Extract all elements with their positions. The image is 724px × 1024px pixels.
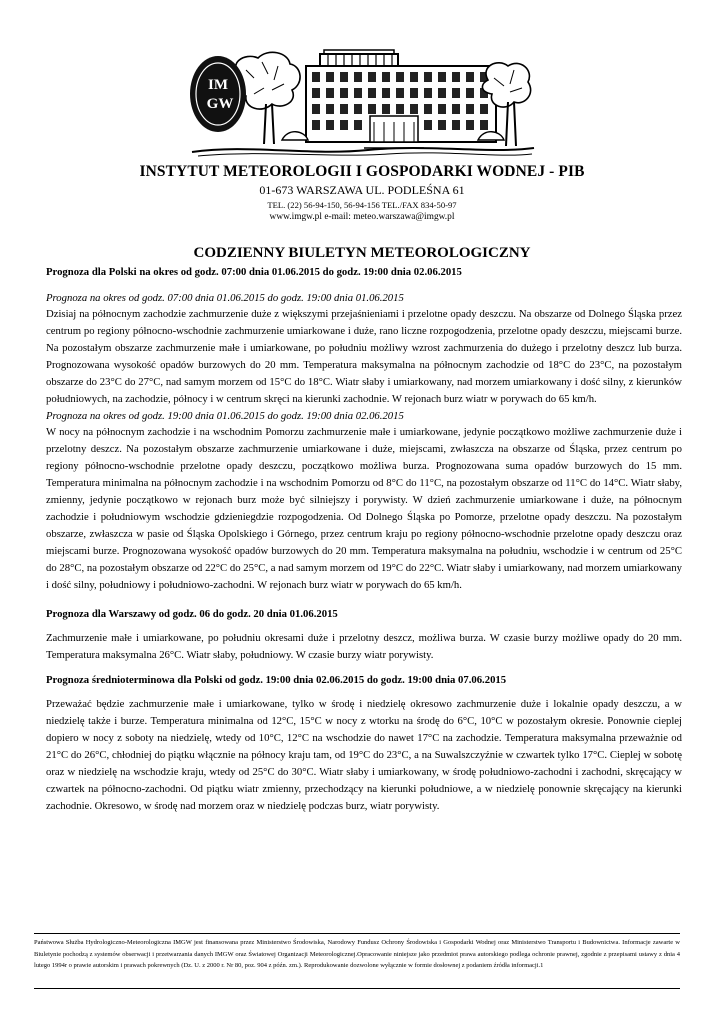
- institute-title: INSTYTUT METEOROLOGII I GOSPODARKI WODNEJ - PIB: [139, 163, 585, 180]
- footer-top-divider: [34, 933, 680, 934]
- building-illustration: [306, 50, 496, 148]
- institute-address: 01-673 WARSZAWA UL. PODLEŚNA 61: [259, 183, 465, 197]
- footer-disclaimer: Państwowa Służba Hydrologiczno-Meteorologiczna IMGW jest finansowana przez Ministerstwo Środowiska, Narodowy Fundusz Ochrony Środowiska i Gospodarki Wodnej oraz Ministerstwo Transportu i Budownictwa. Informacje zawarte w Biuletynie pochodzą z systemów obserwacji i przetwarzania danych IMGW oraz Światowej Organizacji Meteorologicznej.Opracowanie niniejsze jako przedmiot prawa autorskiego podlega ochronie prawnej, zgodnie z przepisami ustawy z dnia 4 lutego 1994r o prawie autorskim i prawach pokrewnych (Dz. U. z 2000 r. Nr 80, poz. 904 z późn. zm.). Reprodukowanie dozwolone wyłącznie w formie dosłownej z podaniem źródła informacji.1: [34, 939, 680, 969]
- warsaw-forecast-text: Zachmurzenie małe i umiarkowane, po południu okresami duże i przelotny deszcz, możliwa burza. W czasie burzy możliwe opady do 20 mm. Temperatura maksymalna 26°C. Wiatr słaby, południowy. W czasie burzy wiatr porywisty.: [46, 632, 682, 661]
- imgw-logo: [190, 56, 246, 132]
- footer-bottom-divider: [34, 988, 680, 989]
- poland-forecast-heading: Prognoza dla Polski na okres od godz. 07:00 dnia 01.06.2015 do godz. 19:00 dnia 02.06.2015: [46, 266, 462, 278]
- medium-term-forecast-text: Przeważać będzie zachmurzenie małe i umiarkowane, tylko w środę i niedzielę okresowo zachmurzenie duże i lokalnie opady deszczu, a w niedzielę także i burze. Temperatura minimalna od 12°C, 15°C w nocy z wtorku na środę do 6°C, 10°C w pozostałym okresie. Ponownie cieplej dopiero w nocy z soboty na niedzielę, wtedy od 10°C, 12°C na wschodzie do nawet 17°C na zachodzie. Temperatura maksymalna przeważnie od 21°C do 26°C, chłodniej do piątku włącznie na północy kraju tam, od 19°C do 23°C, a na Suwalszczyźnie w czwartek tylko 17°C. Cieplej w sobotę oraz w niedzielę na wschodzie kraju, wtedy od 25°C do 30°C. Wiatr słaby i umiarkowany, w środę południowo-zachodni i zachodni, skręcający w czwartek na północno-zachodni. Od piątku wiatr zmienny, przechodzący na kierunki południowe, a w niedzielę ponownie skręcający na kierunki zachodnie. Okresowo, w środę nad morzem oraz w niedzielę podczas burz, wiatr porywisty.: [46, 698, 682, 812]
- logo-text-top: IM: [208, 77, 228, 93]
- period-2-text: W nocy na północnym zachodzie i na wschodnim Pomorzu zachmurzenie małe i umiarkowane, jedynie początkowo możliwe zachmurzenie duże i przelotny deszcz. Na pozostałym obszarze zachmurzenie umiarkowane i duże, miejscami, zwłaszcza na obszarze od Śląska, przez centrum po regiony północno-wschodnie przelotne opady deszczu, początkowo możliwa burza. Prognozowana suma opadów burzowych do 15 mm. Temperatura minimalna na północnym zachodzie i na wschodnim Pomorzu od 8°C do 11°C, na pozostałym obszarze od 11°C do 14°C. Wiatr słaby, zmienny, jedynie początkowo w rejonach burz może być silniejszy i porywisty. W dzień zachmurzenie umiarkowane i duże, na północnym zachodzie i południowym wschodzie gdzieniegdzie rozpogodzenia. Od Dolnego Śląska po Pomorze, przelotne opady deszczu. Na pozostałym obszarze, zwłaszcza w pasie od Śląska Opolskiego i Górnego, przez centrum kraju po regiony północno-wschodnie przelotne opady deszczu oraz miejscami burze. Prognozowana wysokość opadów burzowych do 20 mm. Temperatura maksymalna na południu, wschodzie i w centrum od 25°C do 28°C, na pozostałym obszarze od 22°C do 25°C, a nad samym morzem od 19°C do 22°C. Wiatr słaby i umiarkowany, nad morzem umiarkowany i dość silny, południowy i południowo-zachodni. W rejonach burz wiatr w porywach do 65 km/h.: [46, 426, 682, 591]
- warsaw-forecast-heading: Prognoza dla Warszawy od godz. 06 do godz. 20 dnia 01.06.2015: [46, 608, 338, 620]
- logo-text-bottom: GW: [206, 96, 234, 112]
- period-2-heading: Prognoza na okres od godz. 19:00 dnia 01.06.2015 do godz. 19:00 dnia 02.06.2015: [46, 410, 404, 422]
- period-1-text: Dzisiaj na północnym zachodzie zachmurzenie duże z większymi przejaśnieniami i przelotne opady deszczu. Na obszarze od Dolnego Śląska przez centrum po regiony północno-wschodnie zachmurzenie umiarkowane i duże, rano liczne rozpogodzenia, przelotne opady deszczu, miejscami burze. Na pozostałym obszarze zachmurzenie małe i umiarkowane, po południu możliwy wzrost zachmurzenia do dużego i przelotny deszcz lub burza. Prognozowana wysokość opadów burzowych do 20 mm. Temperatura maksymalna na północnym zachodzie od 18°C do 23°C, na pozostałym obszarze do 23°C do 27°C, nad samym morzem od 15°C do 18°C. Wiatr słaby i umiarkowany, nad morzem umiarkowany i dość silny, z kierunków południowych, na zachodzie, północy i w centrum skręci na kierunki zachodnie. W rejonach burz wiatr w porywach do 65 km/h.: [46, 308, 682, 405]
- medium-term-forecast-heading: Prognoza średnioterminowa dla Polski od godz. 19:00 dnia 02.06.2015 do godz. 19:00 dnia 07.06.2015: [46, 674, 507, 686]
- institute-phone: TEL. (22) 56-94-150, 56-94-156 TEL./FAX 834-50-97: [267, 200, 457, 210]
- imgw-header-illustration: [188, 44, 536, 160]
- bulletin-title: CODZIENNY BIULETYN METEOROLOGICZNY: [193, 245, 531, 261]
- bulletin-body: [46, 264, 682, 815]
- period-1-heading: Prognoza na okres od godz. 07:00 dnia 01.06.2015 do godz. 19:00 dnia 01.06.2015: [46, 292, 404, 304]
- institute-web: www.imgw.pl e-mail: meteo.warszawa@imgw.pl: [269, 212, 455, 222]
